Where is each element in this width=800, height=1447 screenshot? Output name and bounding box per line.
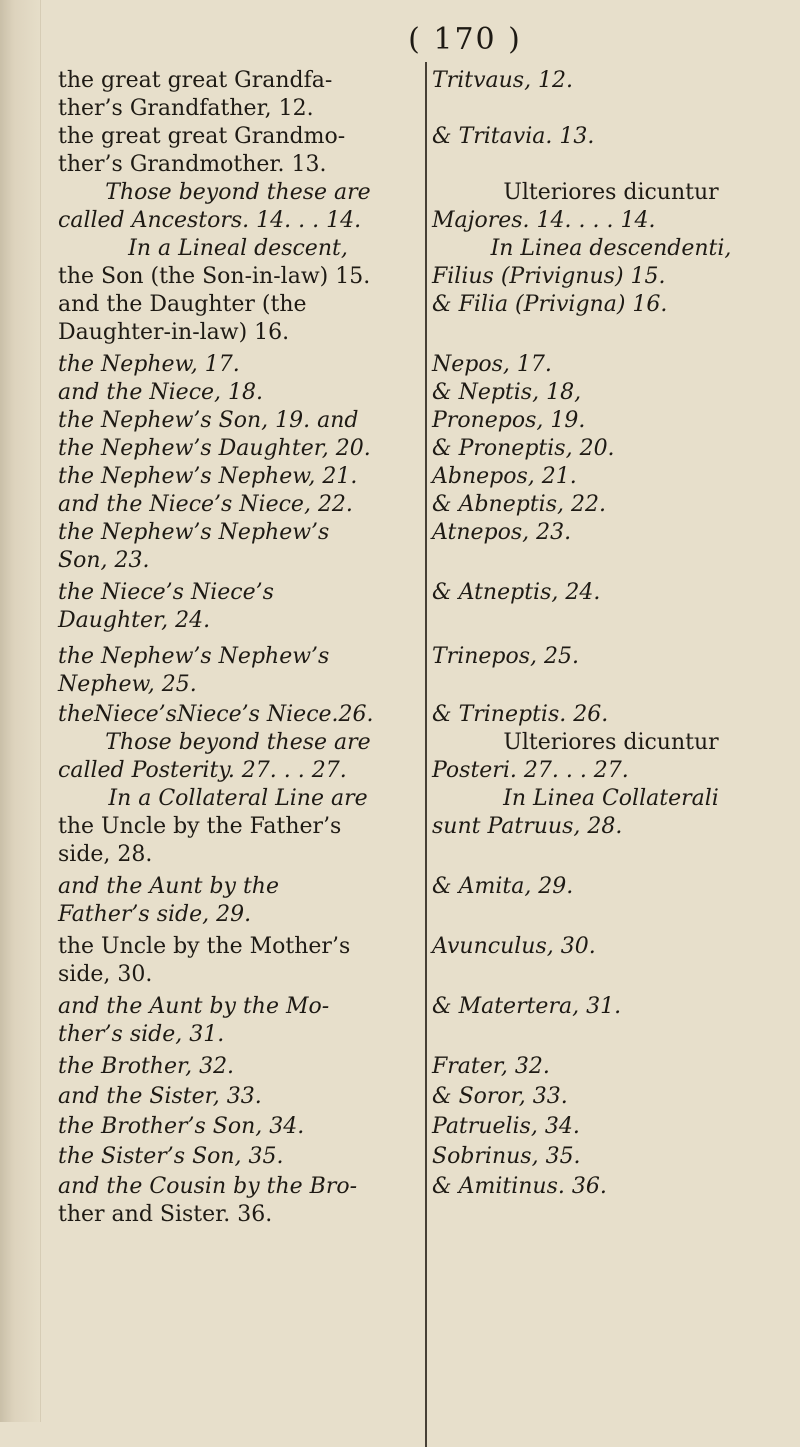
english-term: the Niece’s Niece’s [58, 580, 274, 605]
table-row [52, 1022, 790, 1048]
page-number: ( 170 ) [408, 22, 522, 57]
latin-term: Posteri. 27. . . 27. [432, 758, 629, 783]
english-term: the Son (the Son-in-law) 15. [58, 264, 371, 289]
english-term: Those beyond these are [105, 730, 371, 755]
latin-term: Majores. 14. . . . 14. [432, 208, 656, 233]
table-row [52, 842, 790, 868]
table-row [52, 208, 790, 234]
table-row [52, 236, 790, 262]
latin-term: Frater, 32. [432, 1054, 550, 1079]
english-term: and the Niece, 18. [58, 380, 264, 405]
english-term: and the Aunt by the Mo- [58, 994, 330, 1019]
table-row [52, 814, 790, 840]
latin-term: & Filia (Privigna) 16. [432, 292, 668, 317]
english-term: the great great Grandfa- [58, 68, 333, 93]
latin-term: Sobrinus, 35. [432, 1144, 581, 1169]
table-row [52, 580, 790, 606]
latin-term: Pronepos, 19. [432, 408, 586, 433]
latin-term [418, 672, 790, 698]
english-term: and the Niece’s Niece, 22. [58, 492, 353, 517]
latin-term: In Linea descendenti, [490, 236, 732, 261]
english-term: the Nephew’s Son, 19. and [58, 408, 359, 433]
table-row [52, 962, 790, 988]
latin-term: Trinepos, 25. [432, 644, 580, 669]
book-page [50, 18, 790, 1413]
latin-term [418, 902, 790, 928]
english-term: ther’s Grandfather, 12. [58, 96, 314, 121]
english-term: side, 30. [58, 962, 153, 987]
latin-term [418, 152, 790, 178]
latin-term [418, 96, 790, 122]
latin-term [418, 608, 790, 634]
latin-term [418, 842, 790, 868]
table-row [52, 934, 790, 960]
latin-term: Nepos, 17. [432, 352, 552, 377]
two-column-table [52, 62, 790, 1262]
english-term: and the Aunt by the [58, 874, 279, 899]
latin-term: & Matertera, 31. [432, 994, 622, 1019]
table-row [52, 1054, 790, 1080]
latin-term [418, 1022, 790, 1048]
table-row [52, 320, 790, 346]
table-row [52, 1174, 790, 1200]
latin-term: Ulteriores dicuntur [503, 730, 719, 755]
table-row [52, 1144, 790, 1170]
english-term: ther and Sister. 36. [58, 1202, 273, 1227]
english-term: ther’s side, 31. [58, 1022, 225, 1047]
table-row [52, 994, 790, 1020]
latin-term: Filius (Privignus) 15. [432, 264, 666, 289]
latin-term: & Tritavia. 13. [432, 124, 595, 149]
latin-term: & Trineptis. 26. [432, 702, 609, 727]
english-term: the Brother’s Son, 34. [58, 1114, 305, 1139]
english-term: theNiece’sNiece’s Niece.26. [58, 702, 374, 727]
latin-term [418, 962, 790, 988]
english-term: the Nephew, 17. [58, 352, 240, 377]
latin-term [418, 548, 790, 574]
latin-term: & Proneptis, 20. [432, 436, 615, 461]
table-row [52, 352, 790, 378]
english-term: and the Daughter (the [58, 292, 307, 317]
english-term: and the Cousin by the Bro- [58, 1174, 358, 1199]
english-term: Daughter, 24. [58, 608, 211, 633]
latin-term [418, 320, 790, 346]
english-term: the Nephew’s Nephew’s [58, 520, 330, 545]
english-term: the great great Grandmo- [58, 124, 346, 149]
english-term: In a Collateral Line are [108, 786, 368, 811]
table-row [52, 264, 790, 290]
table-row [52, 874, 790, 900]
table-row [52, 1202, 790, 1228]
table-row [52, 1084, 790, 1110]
english-term: and the Sister, 33. [58, 1084, 262, 1109]
english-term: Nephew, 25. [58, 672, 197, 697]
english-term: the Brother, 32. [58, 1054, 235, 1079]
table-row [52, 758, 790, 784]
latin-term: Abnepos, 21. [432, 464, 577, 489]
latin-term: sunt Patruus, 28. [432, 814, 623, 839]
english-term: Daughter-in-law) 16. [58, 320, 290, 345]
table-row [52, 548, 790, 574]
table-row [52, 1114, 790, 1140]
latin-term: & Amitinus. 36. [432, 1174, 607, 1199]
table-row [52, 730, 790, 756]
english-term: the Nephew’s Nephew, 21. [58, 464, 358, 489]
table-row [52, 292, 790, 318]
latin-term: In Linea Collaterali [503, 786, 719, 811]
table-row [52, 644, 790, 670]
table-row [52, 492, 790, 518]
english-term: ther’s Grandmother. 13. [58, 152, 327, 177]
table-row [52, 672, 790, 698]
book-gutter [0, 0, 41, 1422]
table-row [52, 608, 790, 634]
latin-term: Atnepos, 23. [432, 520, 572, 545]
latin-term: Avunculus, 30. [432, 934, 596, 959]
latin-term: & Soror, 33. [432, 1084, 568, 1109]
english-term: Father’s side, 29. [58, 902, 252, 927]
table-row [52, 902, 790, 928]
english-term: the Nephew’s Daughter, 20. [58, 436, 371, 461]
table-row [52, 380, 790, 406]
latin-term: & Amita, 29. [432, 874, 574, 899]
latin-term: Patruelis, 34. [432, 1114, 580, 1139]
table-row [52, 96, 790, 122]
latin-term: & Neptis, 18, [432, 380, 582, 405]
english-term: the Sister’s Son, 35. [58, 1144, 284, 1169]
latin-term: & Atneptis, 24. [432, 580, 601, 605]
english-term: side, 28. [58, 842, 153, 867]
table-row [52, 180, 790, 206]
table-row [52, 152, 790, 178]
english-term: Son, 23. [58, 548, 150, 573]
table-row [52, 436, 790, 462]
table-row [52, 520, 790, 546]
table-row [52, 464, 790, 490]
english-term: the Uncle by the Mother’s [58, 934, 351, 959]
table-row [52, 702, 790, 728]
table-row [52, 68, 790, 94]
table-row [52, 408, 790, 434]
english-term: the Nephew’s Nephew’s [58, 644, 330, 669]
latin-term [418, 1202, 790, 1228]
english-term: Those beyond these are [105, 180, 371, 205]
table-row [52, 786, 790, 812]
table-row [52, 124, 790, 150]
english-term: called Ancestors. 14. . . 14. [58, 208, 362, 233]
english-term: In a Lineal descent, [128, 236, 348, 261]
english-term: called Posterity. 27. . . 27. [58, 758, 347, 783]
latin-term: & Abneptis, 22. [432, 492, 606, 517]
latin-term: Ulteriores dicuntur [503, 180, 719, 205]
latin-term: Tritvaus, 12. [432, 68, 574, 93]
english-term: the Uncle by the Father’s [58, 814, 342, 839]
